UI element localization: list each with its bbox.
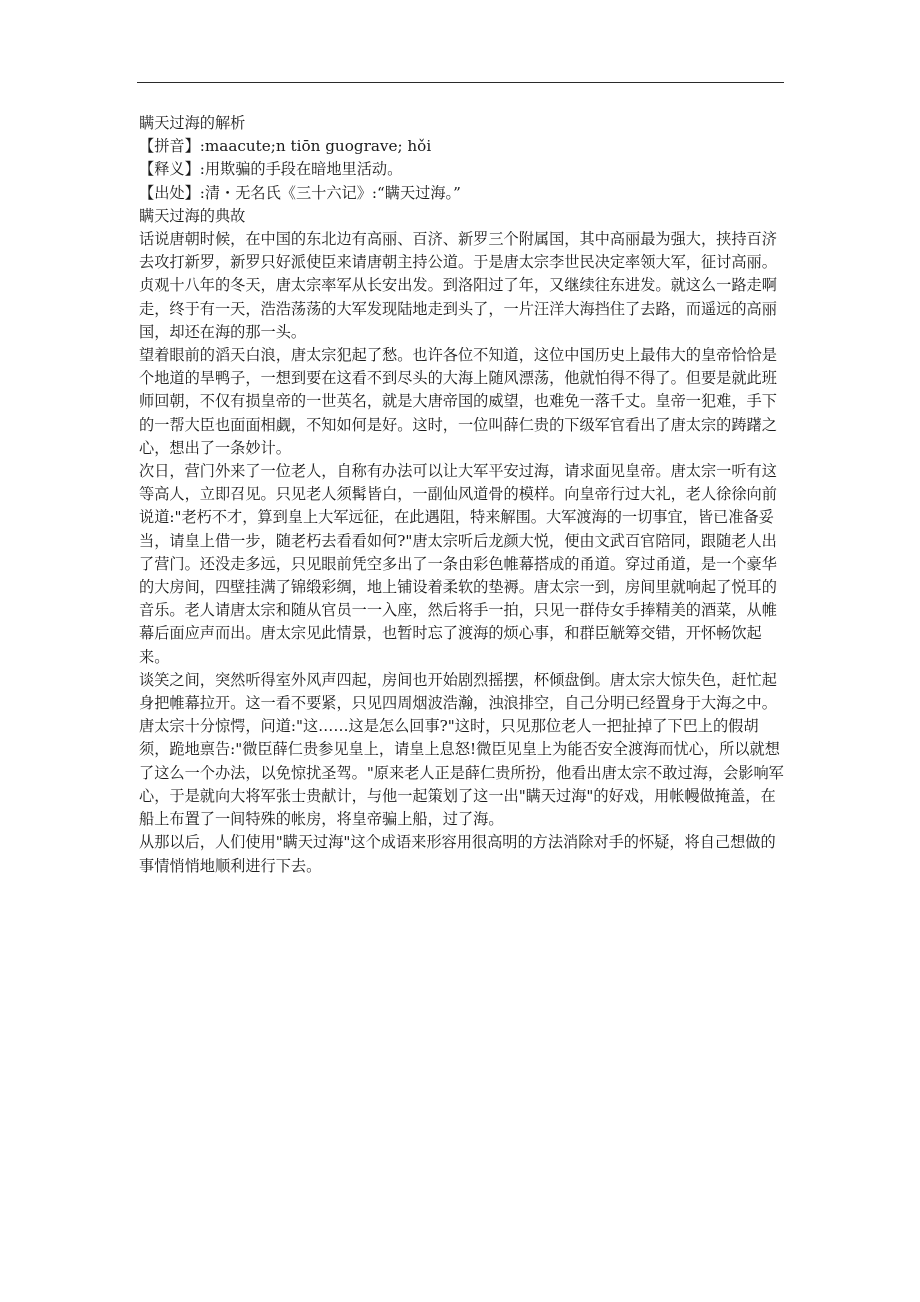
section-heading-story: 瞒天过海的典故 [139, 206, 246, 225]
source-line: 【出处】:清・无名氏《三十六记》:“瞒天过海。” [139, 183, 461, 202]
story-paragraph-2: 望着眼前的滔天白浪，唐太宗犯起了愁。也许各位不知道，这位中国历史上最伟大的皇帝恰恰是个地道的旱鸭子，一想到要在这看不到尽头的大海上随风漂荡，他就怕得不得了。但要是就此班师回朝，不仅有损皇帝的一世英名，就是大唐帝国的威望，也难免一落千丈。皇帝一犯难，手下的一帮大臣也面面相觑，不知如何是好。这时，一位叫薛仁贵的下级军官看出了唐太宗的踌躇之心，想出了一条妙计。 [139, 346, 777, 457]
story-paragraph-3: 次日，营门外来了一位老人，自称有办法可以让大军平安过海，请求面见皇帝。唐太宗一听有这等高人，立即召见。只见老人须髯皆白，一副仙风道骨的模样。向皇帝行过大礼，老人徐徐向前说道:"老朽不才，算到皇上大军远征，在此遇阻，特来解围。大军渡海的一切事宜，皆已准备妥当，请皇上借一步，随老朽去看看如何?"唐太宗听后龙颜大悦，便由文武百官陪同，跟随老人出了营门。还没走多远，只见眼前凭空多出了一条由彩色帷幕搭成的甬道。穿过甬道，是一个豪华的大房间，四壁挂满了锦缎彩绸，地上铺设着柔软的垫褥。唐太宗一到，房间里就响起了悦耳的音乐。老人请唐太宗和随从官员一一入座，然后将手一拍，只见一群侍女手捧精美的酒菜，从帷幕后面应声而出。唐太宗见此情景，也暂时忘了渡海的烦心事，和群臣觥筹交错，开怀畅饮起来。 [139, 462, 777, 666]
story-paragraph-5: 从那以后，人们使用"瞒天过海"这个成语来形容用很高明的方法消除对手的怀疑，将自己想做的事情悄悄地顺利进行下去。 [139, 833, 776, 875]
story-text [139, 228, 785, 878]
meaning-line: 【释义】:用欺骗的手段在暗地里活动。 [139, 160, 403, 179]
pinyin-line: 【拼音】:maacute;n tiōn guograve; hǒi [139, 137, 432, 156]
story-paragraph-4: 谈笑之间，突然听得室外风声四起，房间也开始剧烈摇摆，杯倾盘倒。唐太宗大惊失色，赶忙起身把帷幕拉开。这一看不要紧，只见四周烟波浩瀚，浊浪排空，自己分明已经置身于大海之中。唐太宗十分惊愕，问道:"这……这是怎么回事?"这时，只见那位老人一把扯掉了下巴上的假胡须，跪地禀告:"微臣薛仁贵参见皇上，请皇上息怒!微臣见皇上为能否安全渡海而忧心，所以就想了这么一个办法，以免惊扰圣驾。"原来老人正是薛仁贵所扮，他看出唐太宗不敢过海，会影响军心，于是就向大将军张士贵献计，与他一起策划了这一出"瞒天过海"的好戏，用帐幔做掩盖，在船上布置了一间特殊的帐房，将皇帝骗上船，过了海。 [139, 670, 784, 829]
section-heading-analysis: 瞒天过海的解析 [139, 114, 246, 132]
document-body [139, 112, 785, 878]
story-paragraph-1: 话说唐朝时候，在中国的东北边有高丽、百济、新罗三个附属国，其中高丽最为强大，挟持百济去攻打新罗，新罗只好派使臣来请唐朝主持公道。于是唐太宗李世民决定率领大军，征讨高丽。贞观十八年的冬天，唐太宗率军从长安出发。到洛阳过了年，又继续往东进发。就这么一路走啊走，终于有一天，浩浩荡荡的大军发现陆地走到头了，一片汪洋大海挡住了去路，而遥远的高丽国，却还在海的那一头。 [139, 230, 777, 341]
header-rule [137, 82, 784, 83]
